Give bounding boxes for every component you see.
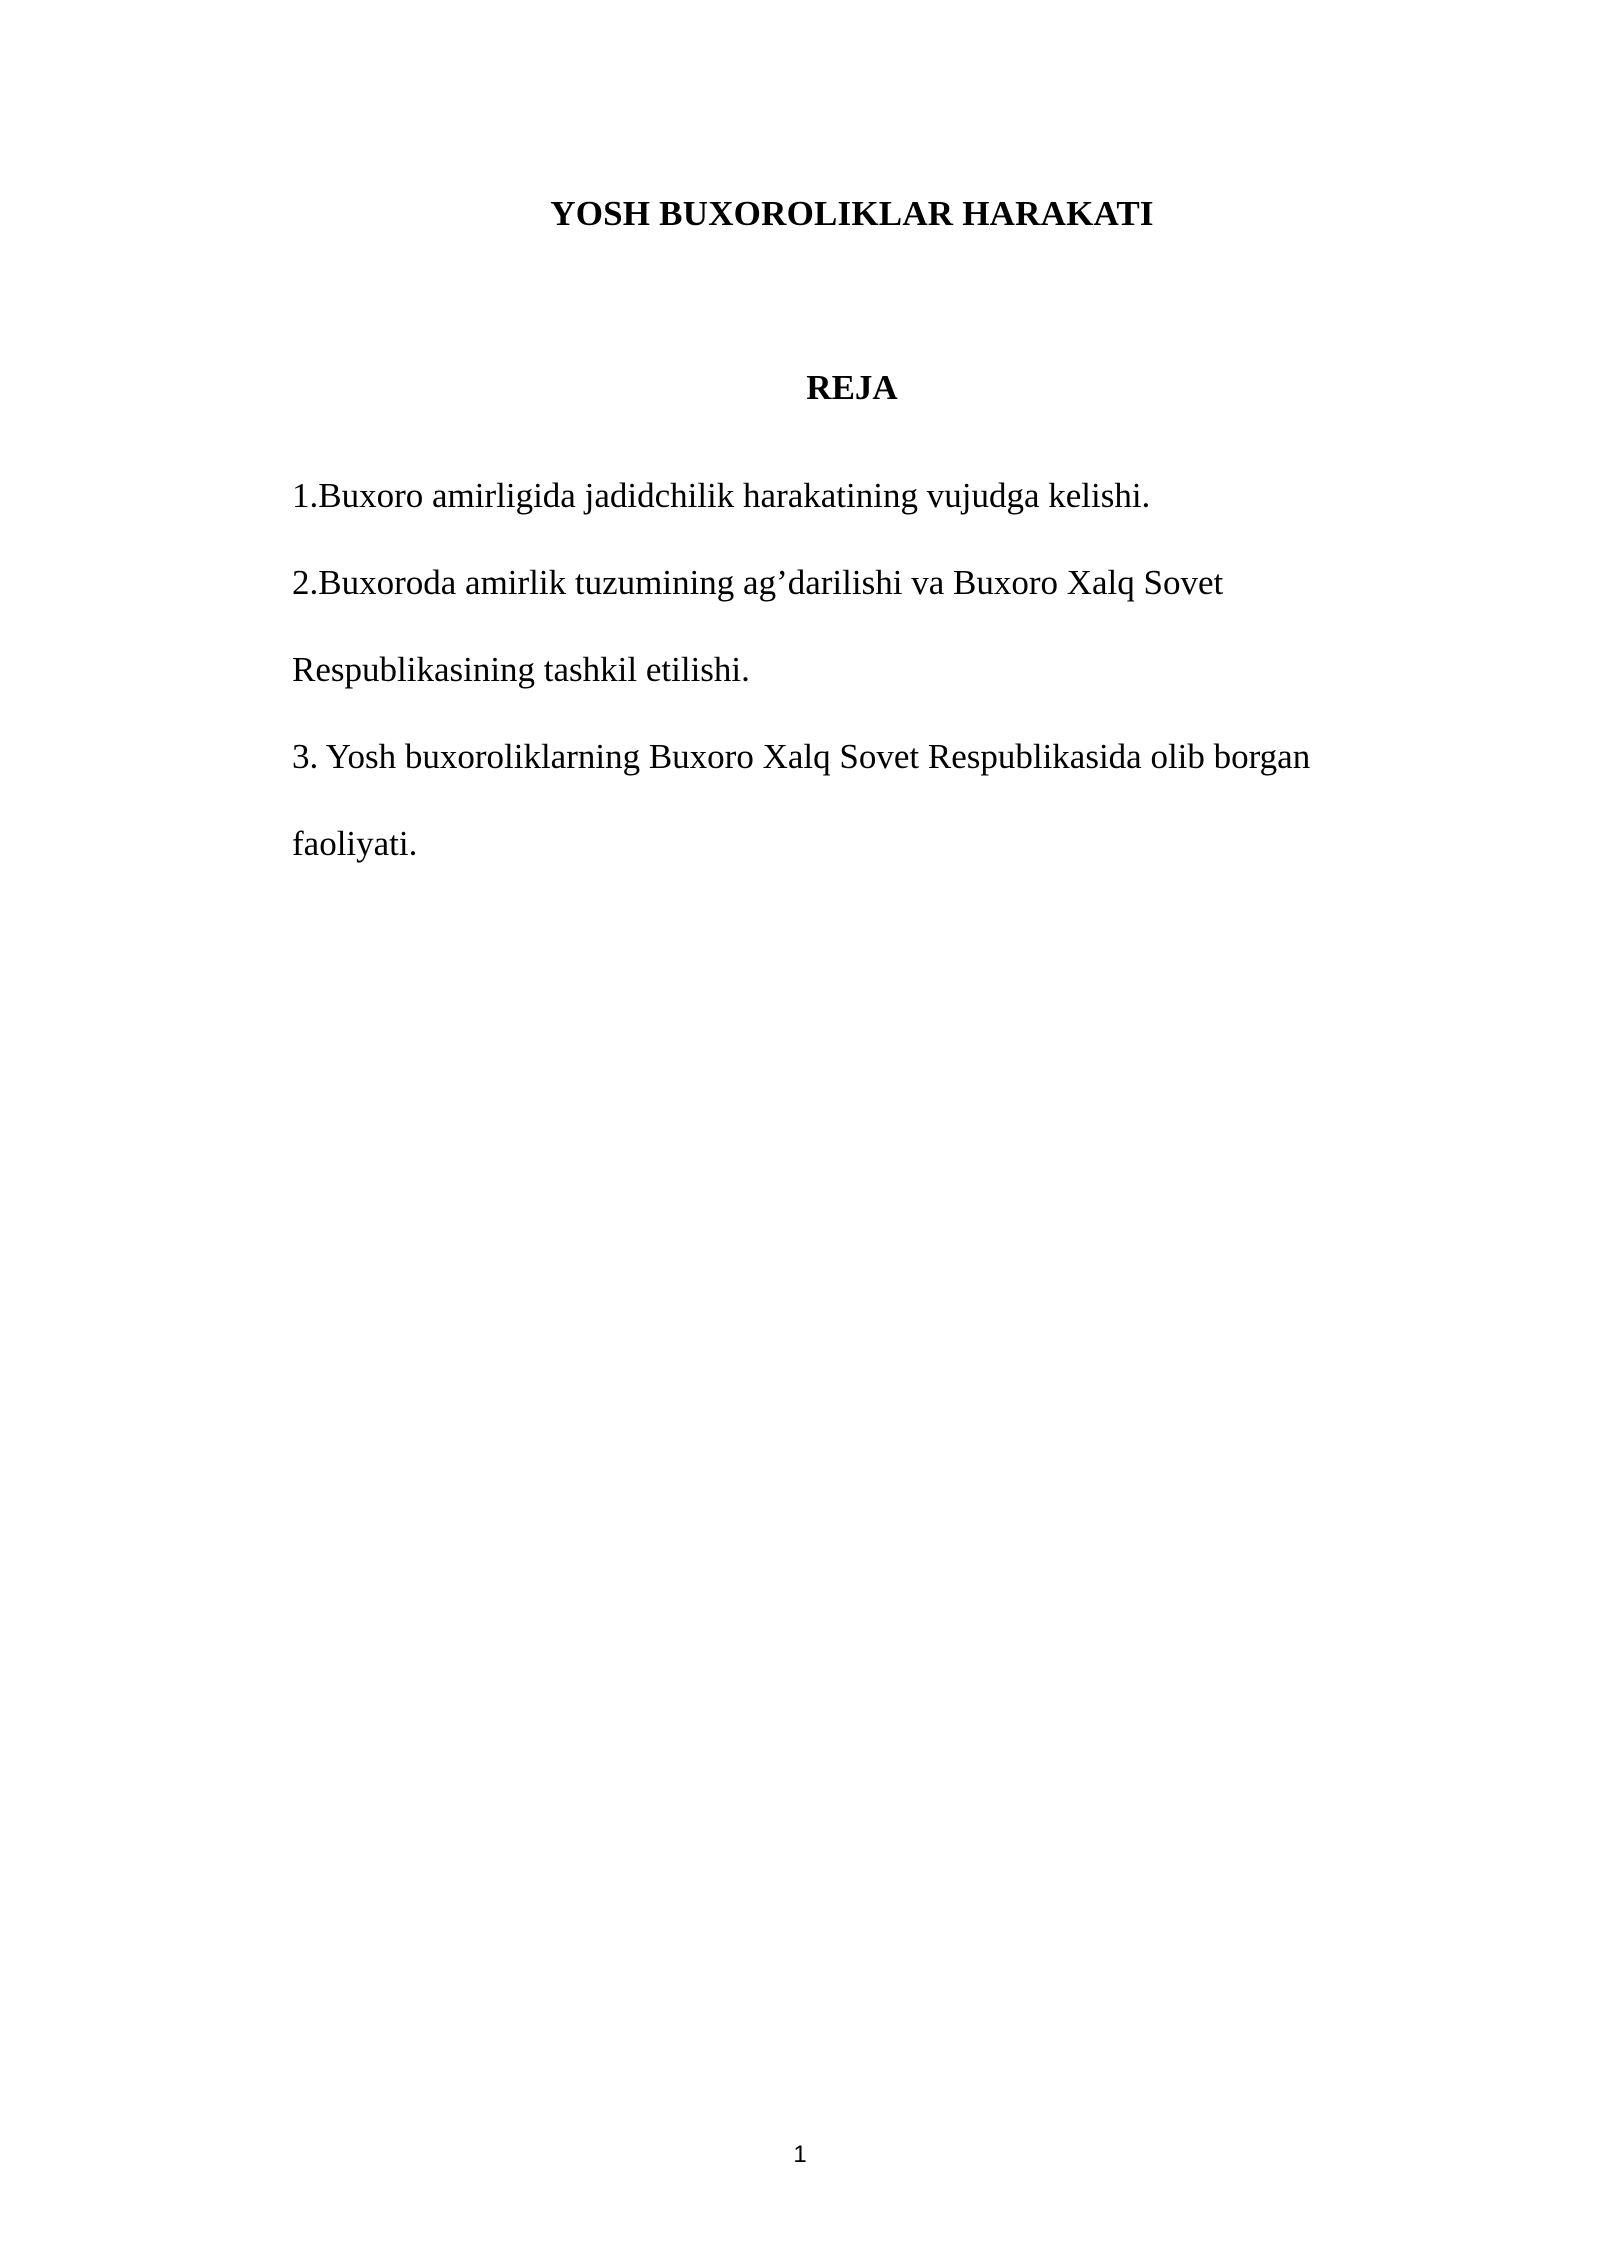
- document-title: YOSH BUXOROLIKLAR HARAKATI: [550, 194, 1154, 233]
- plan-item: 1.Buxoro amirligida jadidchilik harakatining vujudga kelishi.: [292, 476, 1151, 515]
- plan-item: 2.Buxoroda amirlik tuzumining ag’darilishi va Buxoro Xalq Sovet Respublikasining tashkil etilishi.: [292, 563, 1224, 689]
- plan-heading: REJA: [806, 368, 898, 407]
- plan-list: [292, 452, 1422, 887]
- plan-item: 3. Yosh buxoroliklarning Buxoro Xalq Sovet Respublikasida olib borgan faoliyati.: [292, 737, 1311, 863]
- page-number: 1: [793, 2141, 807, 2168]
